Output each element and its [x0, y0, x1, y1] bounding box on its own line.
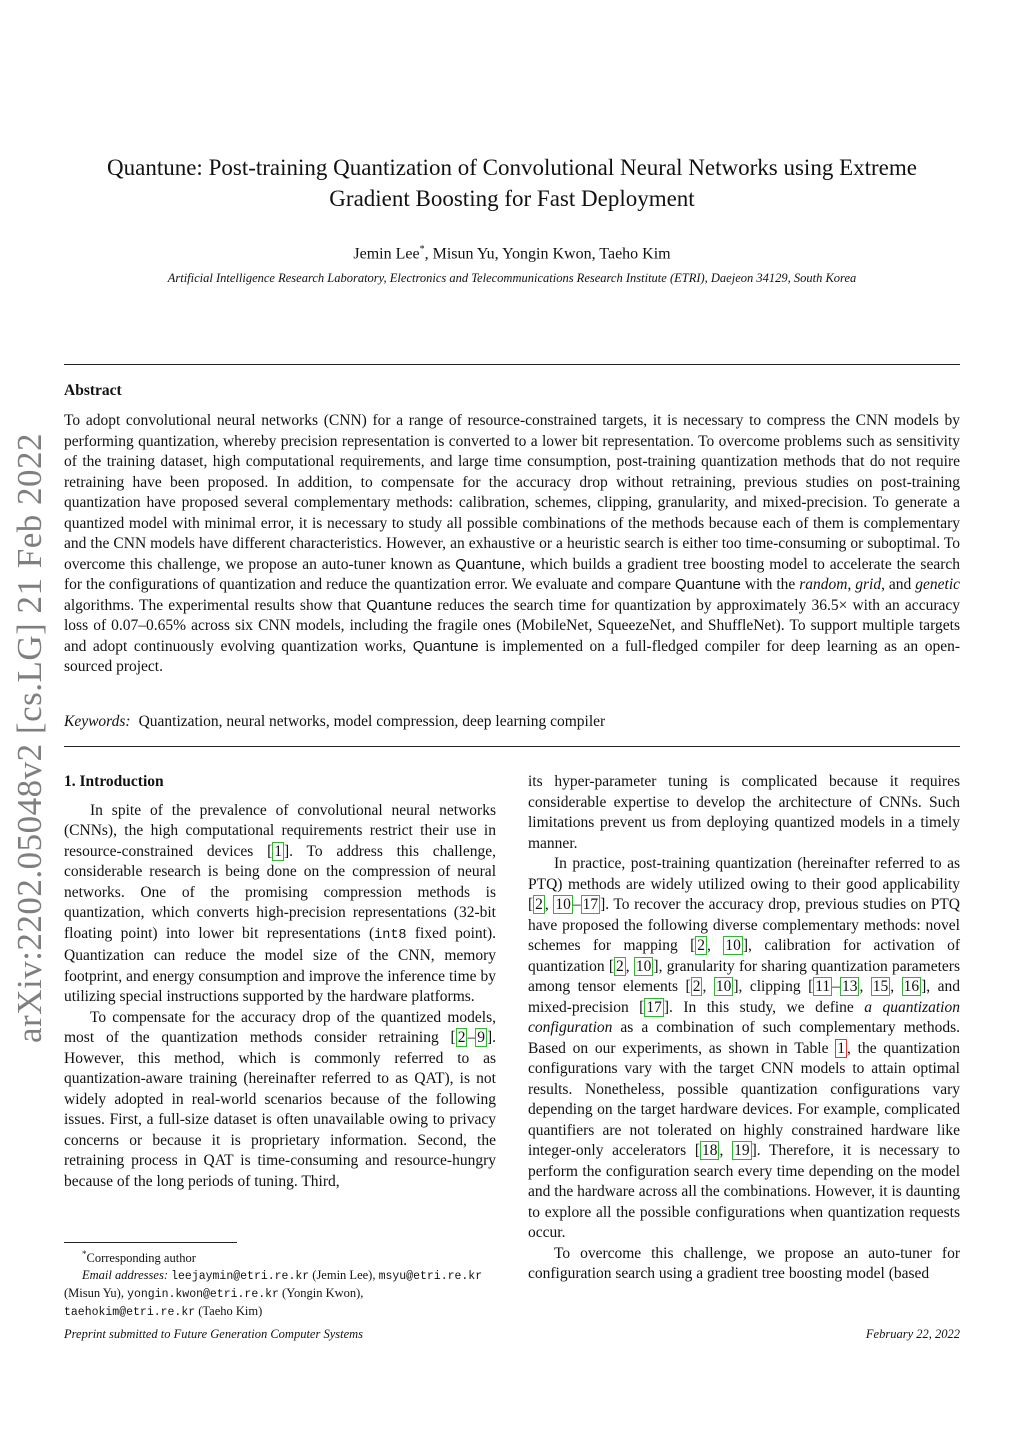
footnote-mark: *	[82, 1249, 87, 1259]
citation-link[interactable]: 18	[701, 1142, 718, 1159]
separator: ,	[719, 1142, 733, 1159]
random-term: random	[799, 576, 848, 593]
grid-term: grid	[855, 576, 882, 593]
citation-link[interactable]: 13	[841, 978, 858, 995]
abstract-text: is implemented on a full-fledged compiler for deep learning as an open-sourced project.	[64, 637, 960, 675]
email-owner: (Misun Yu),	[64, 1286, 128, 1301]
int8-code: int8	[374, 927, 407, 943]
paragraph-text: ]. To address this challenge, considerable research is being done on the compression of neural networks. One of the promising compression methods is quantization, which converts high-precision representations (32-bit floating point) into lower bit representations (	[64, 842, 496, 942]
genetic-term: genetic	[915, 576, 961, 593]
separator: ,	[625, 957, 634, 975]
paragraph-text: ]. To recover the accuracy drop, previous studies on PTQ have proposed the following diverse complementary methods: novel schemes for mapping [	[528, 896, 960, 954]
separator: ,	[859, 978, 871, 995]
range-dash: –	[467, 1029, 476, 1046]
paragraph-text: ], calibration for activation of quantization [	[528, 937, 960, 975]
paragraph-text: ]. However, this method, which is commonly referred to as quantization-aware training (hereinafter referred to as QAT), is not widely adopted in real-world scenarios because of the following issues. First, a full-size dataset is often unavailable owing to privacy concerns or because it is proprietary information. Second, the retraining process in QAT is time-consuming and resource-hungry because of the long periods of tuning. Third,	[64, 1029, 496, 1190]
email-owner: (Taeho Kim)	[195, 1304, 263, 1319]
paragraph-text: ], and mixed-precision [	[528, 978, 961, 1016]
table-reference-link[interactable]: 1	[837, 1039, 845, 1057]
intro-paragraph-2-cont: its hyper-parameter tuning is complicated because it requires considerable expertise to develop the architecture of CNNs. Such limitations prevent us from deploying quantized models in a timely manner.	[528, 773, 960, 852]
title-line-1: Quantune: Post-training Quantization of Convolutional Neural Networks using Extreme	[107, 155, 917, 180]
quantune-name: Quantune	[412, 637, 479, 655]
footer-journal: Preprint submitted to Future Generation Computer Systems	[64, 1327, 364, 1341]
email-owner: (Yongin Kwon),	[278, 1286, 364, 1301]
email-link[interactable]: yongin.kwon@etri.re.kr	[127, 1288, 279, 1302]
intro-paragraph-2	[64, 1008, 496, 1193]
abstract-text: , and	[881, 576, 916, 593]
citation-link[interactable]: 10	[635, 957, 652, 975]
intro-paragraph-3	[528, 854, 960, 1244]
separator: ,	[707, 937, 724, 954]
left-column	[64, 772, 496, 1192]
author-first: Jemin Lee	[353, 245, 420, 263]
paper-title	[64, 152, 960, 214]
citation-link[interactable]: 17	[646, 998, 662, 1016]
email-label: Email addresses:	[82, 1268, 168, 1283]
right-column	[528, 772, 960, 1285]
citation-link[interactable]: 9	[477, 1029, 485, 1046]
abstract-text: ,	[847, 576, 856, 593]
footnote-emails	[64, 1267, 496, 1321]
intro-paragraph-4: To overcome this challenge, we propose an auto-tuner for configuration search using a gradient tree boosting model (based	[528, 1244, 960, 1282]
paragraph-text: , the quantization configurations vary with the target CNN models to attain optimal results. Nonetheless, possible quantization configurations vary depending on the target hardware devices. For example, complicated quantifiers are not tolerated on highly constrained hardware like integer-only accelerators [	[528, 1039, 960, 1159]
citation-link[interactable]: 15	[872, 978, 889, 995]
quantune-name: Quantune	[455, 555, 522, 573]
author-rest: , Misun Yu, Yongin Kwon, Taeho Kim	[424, 245, 671, 263]
mid-rule	[64, 746, 960, 747]
citation-link[interactable]: 19	[734, 1142, 750, 1159]
footnote-rule	[64, 1242, 237, 1243]
top-rule	[64, 364, 960, 365]
citation-link[interactable]: 10	[725, 937, 741, 954]
paragraph-text: as a combination of such complementary methods. Based on our experiments, as shown in Table	[528, 1019, 960, 1057]
paragraph-text: ]. Therefore, it is necessary to perform the configuration search every time depending on the model and the hardware across all the combinations. However, it is daunting to explore all the possible configurations when quantization requests occur.	[528, 1142, 960, 1241]
citation-link[interactable]: 2	[697, 937, 706, 954]
paragraph-text: In spite of the prevalence of convolutional neural networks (CNNs), the high computational requirements restrict their use in resource-constrained devices [	[64, 801, 496, 860]
range-dash: –	[832, 978, 840, 995]
email-link[interactable]: msyu@etri.re.kr	[378, 1270, 483, 1284]
separator: ,	[702, 978, 714, 995]
citation-link[interactable]: 2	[692, 978, 701, 995]
corresponding-text: Corresponding author	[86, 1251, 196, 1266]
title-line-2: Gradient Boosting for Fast Deployment	[329, 186, 695, 211]
quantune-name: Quantune	[366, 596, 433, 614]
section-heading-introduction: 1. Introduction	[64, 773, 164, 790]
paragraph-text: ], granularity for sharing quantization parameters among tensor elements [	[528, 957, 960, 995]
abstract-text: with the	[740, 576, 800, 593]
abstract-text: , which builds a gradient tree boosting model to accelerate the search for the configurations of quantization and reduce the quantization error. We evaluate and compare	[64, 555, 960, 593]
abstract-body	[64, 411, 960, 678]
arxiv-stamp: arXiv:2202.05048v2 [cs.LG] 21 Feb 2022	[10, 432, 49, 1043]
footer-date: February 22, 2022	[865, 1327, 960, 1341]
abstract-text: To adopt convolutional neural networks (CNN) for a range of resource-constrained targets, it is necessary to compress the CNN models by performing quantization, whereby precision representation is converted to a lower bit representation. To overcome problems such as sensitivity of the training dataset, high computational requirements, and large time consumption, post-training quantization methods that do not require retraining have been proposed. In addition, to compensate for the accuracy drop without retraining, previous studies on post-training quantization have proposed several complementary methods: calibration, schemes, clipping, granularity, and mixed-precision. To generate a quantized model with minimal error, it is necessary to study all possible combinations of the methods because each of them is complementary and the CNN models have different characteristics. However, an exhaustive or a heuristic search is either too time-consuming or suboptimal. To overcome this challenge, we propose an auto-tuner known as	[64, 412, 960, 573]
citation-link[interactable]: 2	[616, 957, 624, 975]
citation-link[interactable]: 1	[274, 842, 282, 860]
affiliation: Artificial Intelligence Research Laboratory, Electronics and Telecommunications Research Institute (ETRI), Daejeon 34129, South Korea	[167, 271, 857, 285]
paragraph-text: fixed point). Quantization can reduce the model size of the CNN, memory footprint, and energy consumption and improve the inference time by utilizing special instructions supported by the hardware platforms.	[64, 924, 496, 1005]
author-list	[64, 240, 960, 264]
email-link[interactable]: taehokim@etri.re.kr	[64, 1306, 196, 1320]
corresponding-mark: *	[419, 244, 425, 255]
keywords-text: Quantization, neural networks, model compression, deep learning compiler	[138, 713, 606, 730]
footnote	[64, 1246, 496, 1321]
keywords-label: Keywords:	[64, 713, 131, 730]
citation-link[interactable]: 2	[457, 1029, 466, 1046]
quantune-name: Quantune	[674, 576, 741, 593]
paragraph-text: ]. In this study, we define	[663, 998, 865, 1016]
citation-link[interactable]: 17	[582, 896, 599, 913]
range-dash: –	[572, 896, 581, 913]
citation-link[interactable]: 11	[815, 978, 831, 995]
citation-link[interactable]: 16	[903, 978, 920, 995]
abstract-heading: Abstract	[64, 382, 122, 399]
paragraph-text: To compensate for the accuracy drop of the quantized models, most of the quantization methods consider retraining [	[64, 1008, 496, 1046]
email-link[interactable]: leejaymin@etri.re.kr	[171, 1270, 310, 1284]
paragraph-text: ], clipping [	[733, 978, 814, 995]
citation-link[interactable]: 10	[715, 978, 732, 995]
keywords	[64, 712, 960, 732]
citation-link[interactable]: 10	[555, 896, 571, 913]
quantization-configuration-term: a quantization configuration	[528, 998, 960, 1036]
footnote-corresponding	[64, 1246, 496, 1267]
email-owner: (Jemin Lee),	[309, 1268, 376, 1283]
separator: ,	[890, 978, 902, 995]
intro-paragraph-1	[64, 801, 496, 1008]
abstract-text: reduces the search time for quantization by approximately 36.5× with an accuracy loss of 0.07–0.65% across six CNN models, including the fragile ones (MobileNet, SqueezeNet, and ShuffleNet). To support multiple targets and adopt continuously evolving quantization works,	[64, 596, 960, 655]
paragraph-text: In practice, post-training quantization (hereinafter referred to as PTQ) methods are widely utilized owing to their good applicability [	[528, 855, 960, 913]
citation-link[interactable]: 2	[535, 896, 543, 913]
abstract-text: algorithms. The experimental results show that	[64, 596, 367, 614]
separator: ,	[544, 896, 554, 913]
